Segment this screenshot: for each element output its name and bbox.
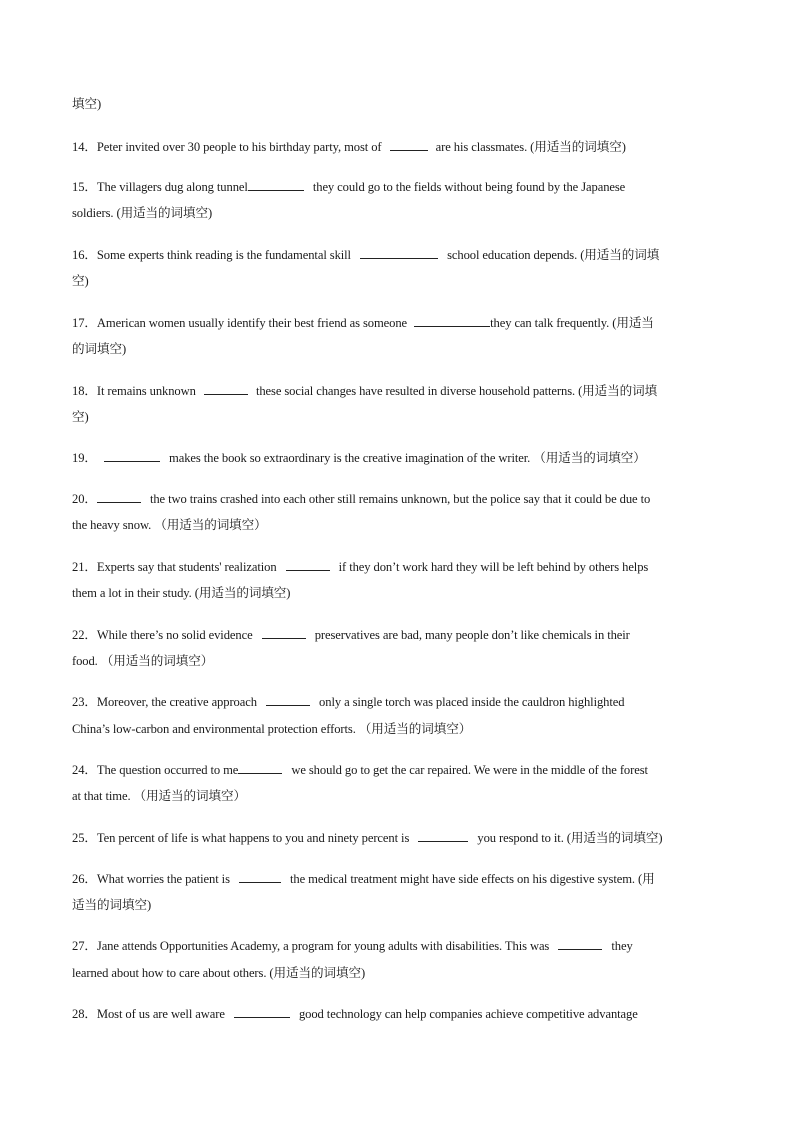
question-text: the two trains crashed into each other still remains unknown, but the police say that it could be due to — [149, 492, 651, 506]
question-text-continued: 的词填空) — [72, 342, 127, 356]
question-24 — [72, 761, 724, 779]
question-text: What worries the patient is — [96, 872, 230, 886]
question-text: school education depends. (用适当的词填 — [447, 248, 660, 262]
question-text: they can talk frequently. (用适当 — [490, 316, 654, 330]
question-text-continued: learned about how to care about others. (用适当的词填空) — [72, 966, 366, 980]
question-number: 16． — [72, 248, 97, 262]
question-26 — [72, 870, 724, 888]
question-text: they — [611, 939, 633, 953]
question-text: preservatives are bad, many people don’t like chemicals in their — [314, 628, 630, 642]
question-text: Ten percent of life is what happens to you and ninety percent is — [96, 831, 410, 845]
question-text-continued: 空) — [72, 274, 89, 288]
question-text: American women usually identify their best friend as someone — [96, 316, 408, 330]
question-number: 23． — [72, 695, 97, 709]
answer-blank[interactable] — [286, 558, 330, 571]
answer-blank[interactable] — [390, 138, 428, 151]
answer-blank[interactable] — [266, 693, 310, 706]
question-text: Most of us are well aware — [96, 1007, 225, 1021]
question-25 — [72, 829, 724, 847]
question-27 — [72, 937, 724, 955]
question-text: Moreover, the creative approach — [96, 695, 257, 709]
question-22 — [72, 626, 724, 644]
answer-blank[interactable] — [234, 1005, 290, 1018]
question-number: 27． — [72, 939, 97, 953]
question-text-continued: 空) — [72, 410, 89, 424]
question-text: While there’s no solid evidence — [96, 628, 253, 642]
answer-blank[interactable] — [262, 626, 306, 639]
continuation-text: 填空) — [72, 97, 102, 111]
question-text-continued: soldiers. (用适当的词填空) — [72, 206, 213, 220]
question-number: 17． — [72, 316, 97, 330]
question-text-continued: 适当的词填空) — [72, 898, 152, 912]
question-text: these social changes have resulted in diverse household patterns. (用适当的词填 — [255, 384, 658, 398]
question-text-continued: food. （用适当的词填空） — [72, 654, 214, 668]
question-text: Some experts think reading is the fundamental skill — [96, 248, 351, 262]
question-text: The villagers dug along tunnel — [96, 180, 248, 194]
question-text: It remains unknown — [96, 384, 196, 398]
question-text: you respond to it. (用适当的词填空) — [477, 831, 663, 845]
answer-blank[interactable] — [360, 246, 438, 259]
question-text: are his classmates. (用适当的词填空) — [435, 140, 626, 154]
question-text-continued: at that time. （用适当的词填空） — [72, 789, 246, 803]
question-28 — [72, 1005, 724, 1023]
question-text: The question occurred to me — [96, 763, 239, 777]
question-number: 25． — [72, 831, 97, 845]
question-text: Experts say that students' realization — [96, 560, 277, 574]
question-number: 19． — [72, 451, 97, 465]
question-text: Peter invited over 30 people to his birthday party, most of — [96, 140, 382, 154]
answer-blank[interactable] — [97, 490, 141, 503]
answer-blank[interactable] — [239, 870, 281, 883]
question-text: only a single torch was placed inside the cauldron highlighted — [319, 695, 625, 709]
question-text: good technology can help companies achieve competitive advantage — [298, 1007, 638, 1021]
question-23 — [72, 693, 724, 711]
question-number: 20． — [72, 492, 97, 506]
answer-blank[interactable] — [248, 178, 304, 191]
question-number: 18． — [72, 384, 97, 398]
question-text: Jane attends Opportunities Academy, a program for young adults with disabilities. This was — [96, 939, 550, 953]
question-21 — [72, 558, 724, 576]
question-number: 15． — [72, 180, 97, 194]
question-text-continued: the heavy snow. （用适当的词填空） — [72, 518, 267, 532]
question-19 — [72, 449, 724, 467]
question-number: 14． — [72, 140, 97, 154]
question-number: 28． — [72, 1007, 97, 1021]
question-text-continued: China’s low-carbon and environmental protection efforts. （用适当的词填空） — [72, 722, 472, 736]
question-number: 22． — [72, 628, 97, 642]
question-16 — [72, 246, 724, 264]
answer-blank[interactable] — [104, 449, 160, 462]
question-18 — [72, 382, 724, 400]
question-20 — [72, 490, 724, 508]
answer-blank[interactable] — [414, 314, 490, 327]
question-number: 21． — [72, 560, 97, 574]
answer-blank[interactable] — [558, 937, 602, 950]
answer-blank[interactable] — [418, 829, 468, 842]
answer-blank[interactable] — [204, 382, 248, 395]
question-text-continued: them a lot in their study. (用适当的词填空) — [72, 586, 291, 600]
question-text: we should go to get the car repaired. We were in the middle of the forest — [291, 763, 648, 777]
question-14 — [72, 138, 724, 156]
question-17 — [72, 314, 724, 332]
question-text: makes the book so extraordinary is the creative imagination of the writer. （用适当的词填空） — [169, 451, 646, 465]
question-text: the medical treatment might have side effects on his digestive system. (用 — [290, 872, 655, 886]
question-text: they could go to the fields without being found by the Japanese — [312, 180, 626, 194]
question-number: 24． — [72, 763, 97, 777]
question-text: if they don’t work hard they will be left behind by others helps — [338, 560, 649, 574]
question-number: 26． — [72, 872, 97, 886]
question-15 — [72, 178, 724, 196]
answer-blank[interactable] — [238, 761, 282, 774]
